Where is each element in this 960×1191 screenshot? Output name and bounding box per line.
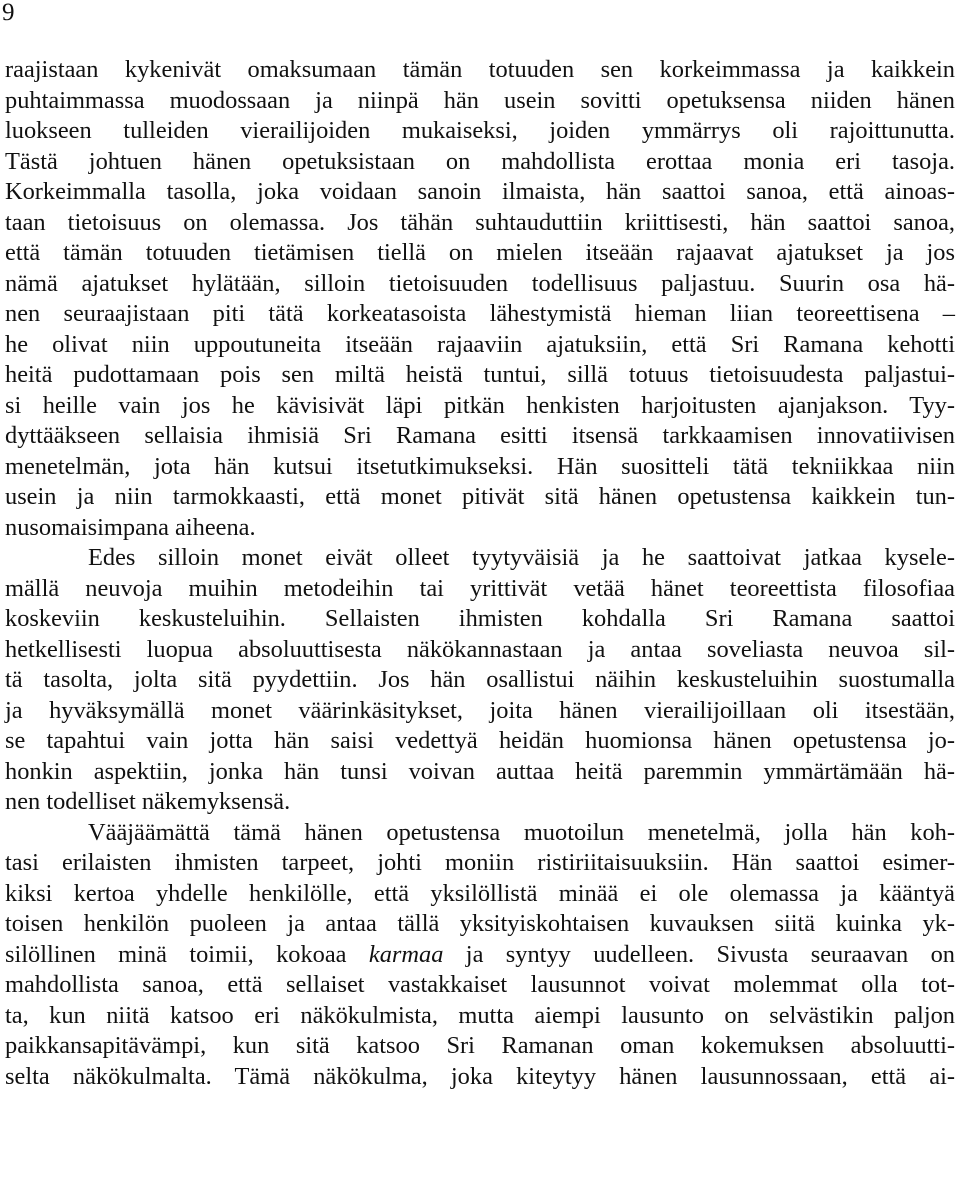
text-line: toisen henkilön puoleen ja antaa tällä yksityiskohtaisen kuvauksen siitä kuinka yk- xyxy=(5,910,955,937)
text-line: mahdollista sanoa, että sellaiset vastakkaiset lausunnot voivat molemmat olla tot- xyxy=(5,971,955,998)
text-line: raajistaan kykenivät omaksumaan tämän totuuden sen korkeimmassa ja kaikkein xyxy=(5,56,955,83)
emphasized-word: karmaa xyxy=(368,940,444,968)
text-line: Korkeimmalla tasolla, joka voidaan sanoin ilmaista, hän saattoi sanoa, että ainoas- xyxy=(5,178,955,205)
text-line: dyttääkseen sellaisia ihmisiä Sri Ramana esitti itsensä tarkkaamisen innovatiivisen xyxy=(5,422,955,449)
text-line: tä tasolta, jolta sitä pyydettiin. Jos hän osallistui näihin keskusteluihin suostumalla xyxy=(5,666,955,693)
body-text xyxy=(0,55,960,1092)
text-segment: silöllinen minä toimii, kokoaa xyxy=(5,940,369,968)
text-line: tasi erilaisten ihmisten tarpeet, johti moniin ristiriitaisuuksiin. Hän saattoi esimer- xyxy=(5,849,955,876)
text-line: koskeviin keskusteluihin. Sellaisten ihmisten kohdalla Sri Ramana saattoi xyxy=(5,605,955,632)
text-line: nämä ajatukset hylätään, silloin tietoisuuden todellisuus paljastuu. Suurin osa hä- xyxy=(5,269,955,297)
text-line: heitä pudottamaan pois sen miltä heistä tuntui, sillä totuus tietoisuudesta paljastui- xyxy=(5,361,955,388)
text-line: usein ja niin tarmokkaasti, että monet pitivät sitä hänen opetustensa kaikkein tun- xyxy=(5,483,955,510)
text-line: kiksi kertoa yhdelle henkilölle, että yksilöllistä minää ei ole olemassa ja kääntyä xyxy=(5,879,955,907)
text-line: puhtaimmassa muodossaan ja niinpä hän usein sovitti opetuksensa niiden hänen xyxy=(5,86,955,114)
text-line: luokseen tulleiden vierailijoiden mukaiseksi, joiden ymmärrys oli rajoittunutta. xyxy=(5,117,955,144)
text-line: mällä neuvoja muihin metodeihin tai yrittivät vetää hänet teoreettista filosofiaa xyxy=(5,574,955,602)
paragraph-end-line: nen todelliset näkemyksensä. xyxy=(5,788,291,815)
text-line: nen seuraajistaan piti tätä korkeatasoista lähestymistä hieman liian teoreettisena – xyxy=(5,300,955,327)
text-line: si heille vain jos he kävisivät läpi pitkän henkisten harjoitusten ajanjakson. Tyy- xyxy=(5,391,955,419)
text-line: ja hyväksymällä monet väärinkäsitykset, joita hänen vierailijoillaan oli itsestään, xyxy=(5,696,955,724)
text-line: että tämän totuuden tietämisen tiellä on mielen itseään rajaavat ajatukset ja jos xyxy=(5,239,955,266)
text-line: ta, kun niitä katsoo eri näkökulmista, mutta aiempi lausunto on selvästikin paljon xyxy=(5,1001,955,1029)
text-line: selta näkökulmalta. Tämä näkökulma, joka kiteytyy hänen lausunnossaan, että ai- xyxy=(5,1062,955,1090)
text-segment: ja syntyy uudelleen. Sivusta seuraavan on xyxy=(443,940,955,968)
text-line: hetkellisesti luopua absoluuttisesta näkökannastaan ja antaa soveliasta neuvoa sil- xyxy=(5,635,955,663)
page-number: 9 xyxy=(2,0,15,26)
text-line: honkin aspektiin, jonka hän tunsi voivan auttaa heitä paremmin ymmärtämään hä- xyxy=(5,757,955,785)
text-line-with-emphasis xyxy=(0,940,960,971)
text-line: he olivat niin uppoutuneita itseään rajaaviin ajatuksiin, että Sri Ramana kehotti xyxy=(5,330,955,358)
text-line: menetelmän, jota hän kutsui itsetutkimukseksi. Hän suositteli tätä tekniikkaa niin xyxy=(5,452,955,480)
paragraph-end-line: nusomaisimpana aiheena. xyxy=(5,513,256,541)
paragraph-first-line: Vääjäämättä tämä hänen opetustensa muotoilun menetelmä, jolla hän koh- xyxy=(88,818,955,846)
text-line: Tästä johtuen hänen opetuksistaan on mahdollista erottaa monia eri tasoja. xyxy=(5,147,955,175)
text-line: se tapahtui vain jotta hän saisi vedettyä heidän huomionsa hänen opetustensa jo- xyxy=(5,727,955,754)
paragraph-first-line: Edes silloin monet eivät olleet tyytyväisiä ja he saattoivat jatkaa kysele- xyxy=(88,544,955,571)
text-line: taan tietoisuus on olemassa. Jos tähän suhtauduttiin kriittisesti, hän saattoi sanoa, xyxy=(5,208,955,236)
text-line: paikkansapitävämpi, kun sitä katsoo Sri Ramanan oman kokemuksen absoluutti- xyxy=(5,1032,955,1059)
